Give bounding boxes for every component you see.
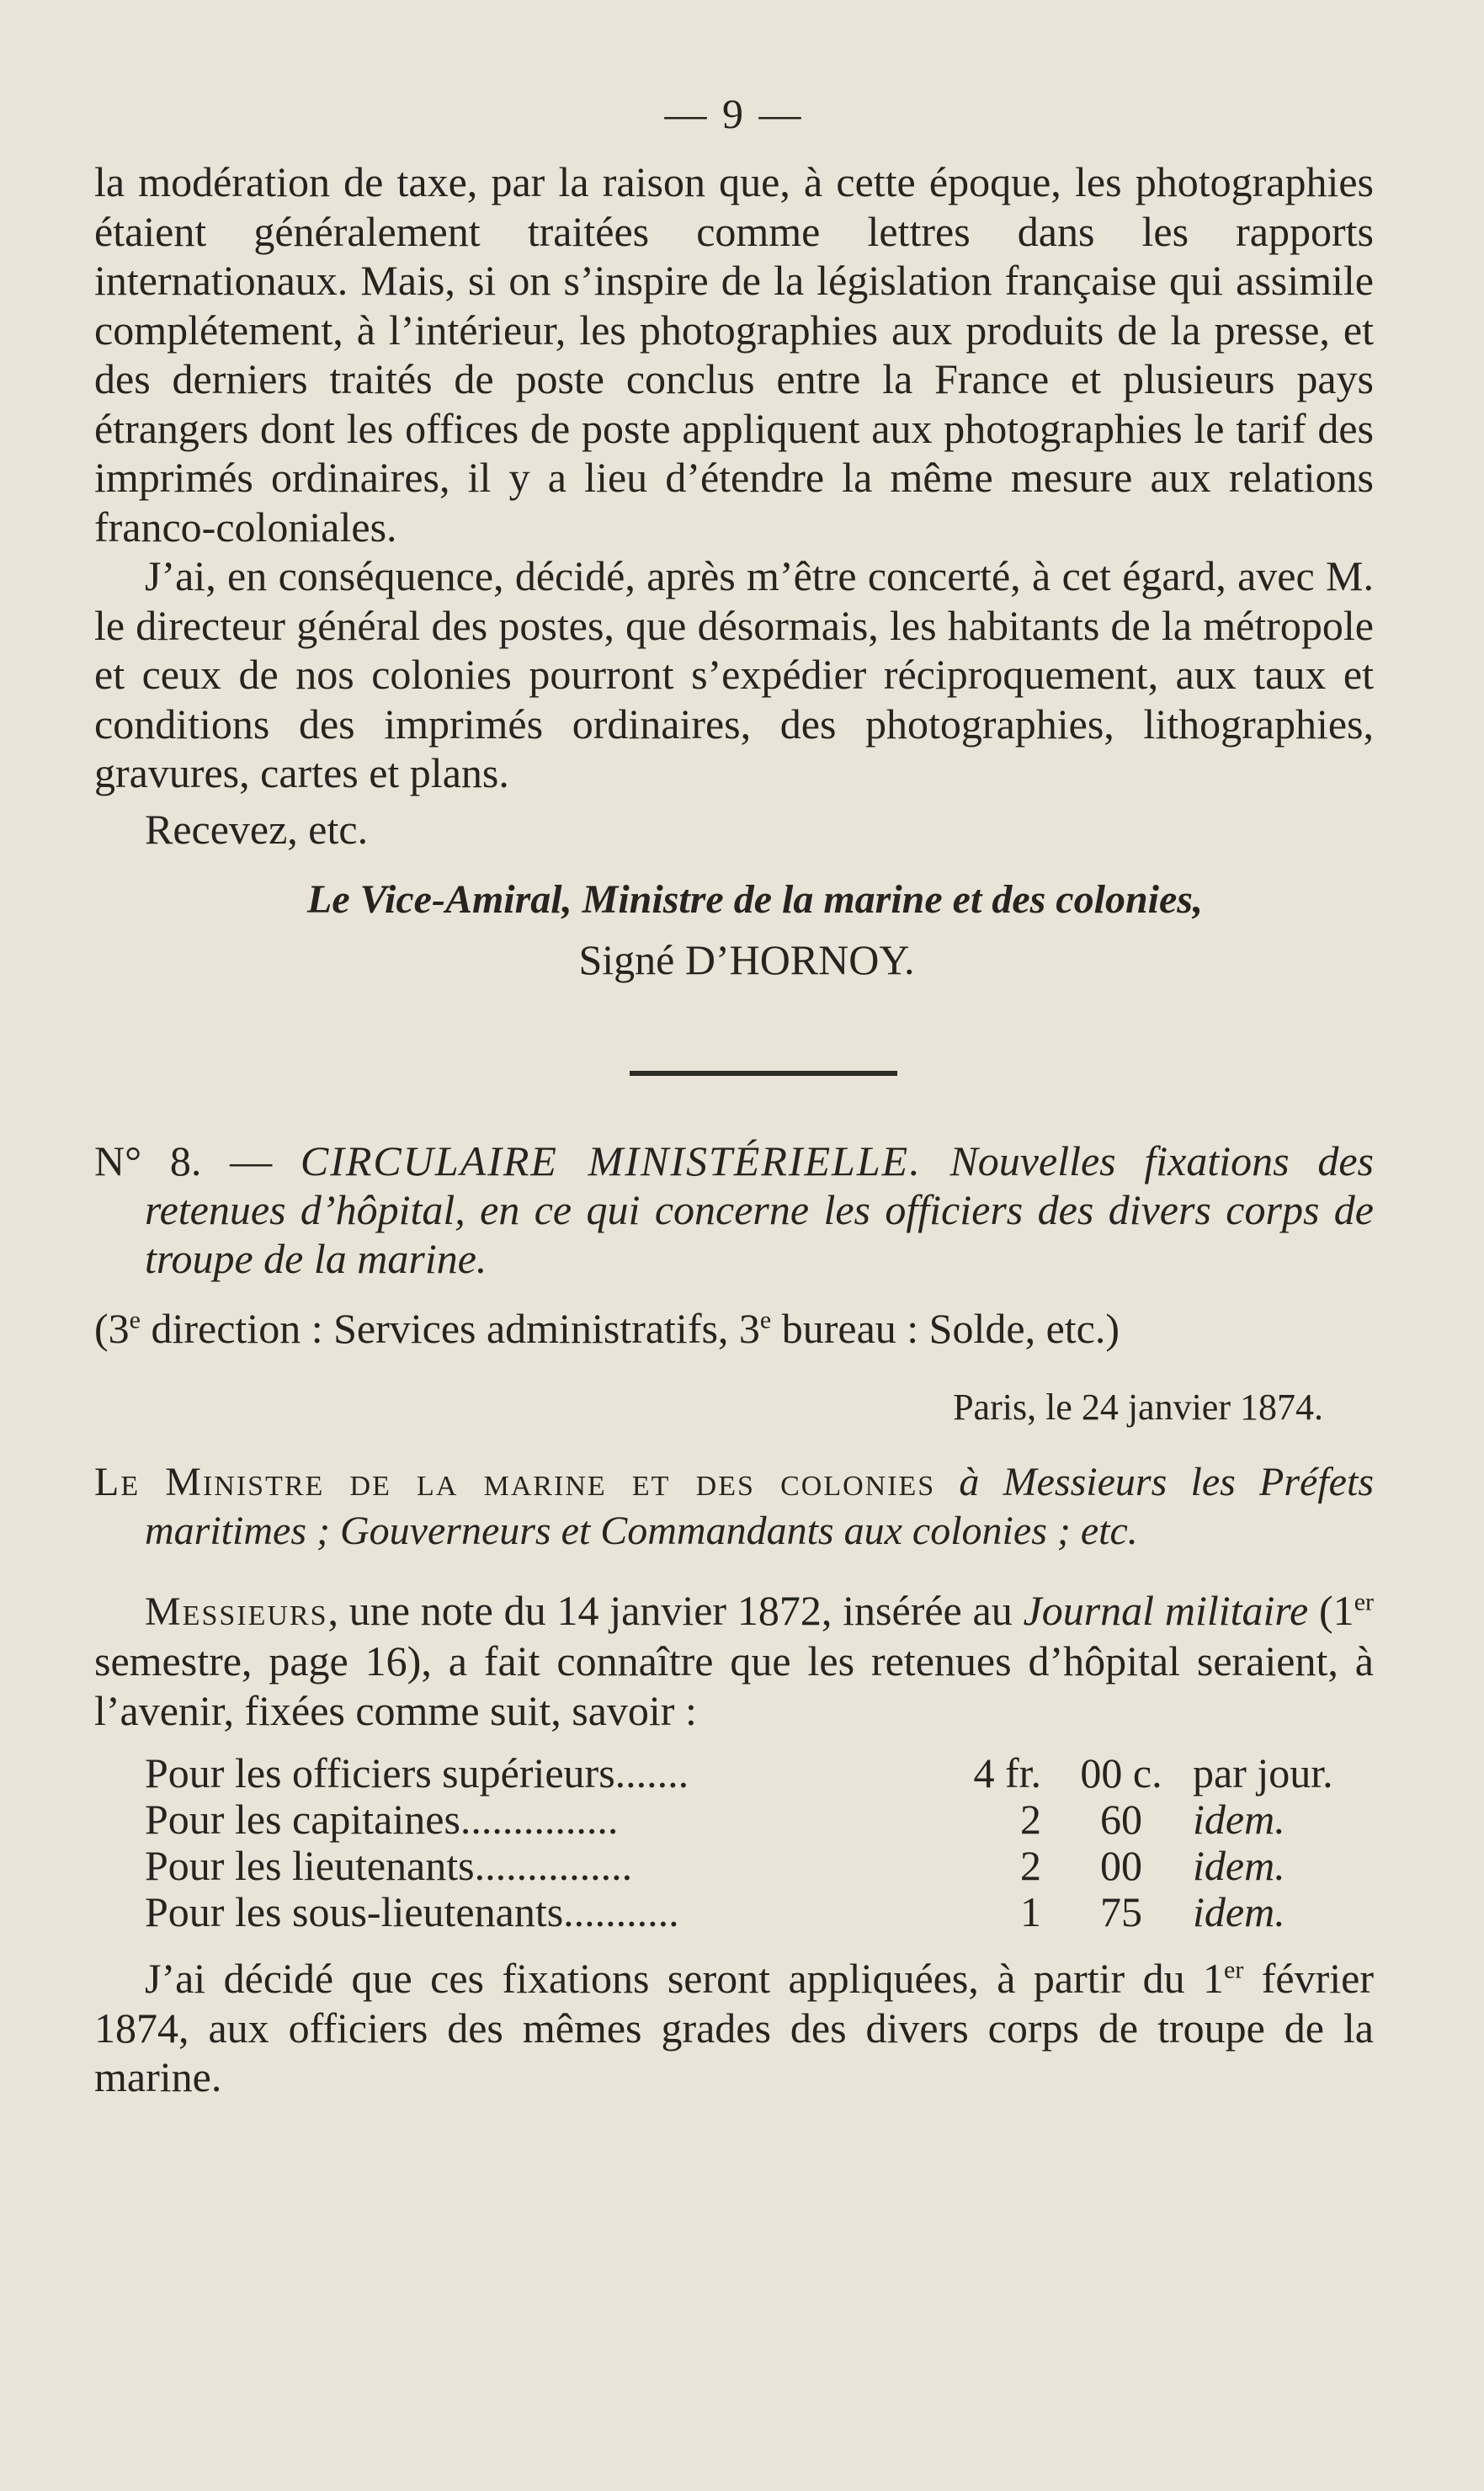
page-number: — 9 — — [664, 90, 804, 137]
document-page — [94, 88, 1374, 2102]
rate-centimes: 00 c. — [1080, 1749, 1162, 1796]
final-text: J’ai décidé que ces fixations seront appliquées, à partir du 1 — [145, 1955, 1225, 2002]
closing-formula: Recevez, etc. — [145, 805, 369, 853]
addressee — [94, 1458, 1374, 1556]
rate-label: Pour les officiers supérieurs....... — [145, 1749, 689, 1796]
messieurs-sup: er — [1354, 1587, 1374, 1615]
addressee-recipients: à Messieurs les Préfets maritimes ; Gouverneurs et Commandants aux colonies ; etc. — [145, 1459, 1375, 1553]
table-row — [145, 1796, 1374, 1843]
rate-period: par jour. — [1193, 1749, 1333, 1796]
rate-francs: 2 — [1020, 1842, 1041, 1889]
direction-line — [94, 1303, 1374, 1354]
rate-label: Pour les sous-lieutenants........... — [145, 1888, 679, 1935]
rate-centimes: 60 — [1100, 1796, 1142, 1843]
rate-label: Pour les capitaines............... — [145, 1796, 619, 1843]
rate-label: Pour les lieutenants............... — [145, 1842, 633, 1889]
signature-title: Le Vice-Amiral, Ministre de la marine et des colonies, — [307, 876, 1203, 922]
paragraph-decision: J’ai, en conséquence, décidé, après m’être concerté, à cet égard, avec M. le directeur général des postes, que désormais, les habitants de la métropole et ceux de nos colonies pourront s’expédier réciproquement, aux taux et conditions des imprimés ordinaires, des photographies, lithographies, gravures, cartes et plans. — [94, 552, 1374, 796]
messieurs-text: (1 — [1308, 1586, 1354, 1634]
rate-francs: 2 — [1020, 1796, 1041, 1843]
paragraph-messieurs — [94, 1586, 1374, 1736]
direction-part: direction : Services administratifs, 3 — [140, 1304, 760, 1352]
rate-period: idem. — [1193, 1796, 1285, 1843]
direction-part: bureau : Solde, etc.) — [771, 1304, 1120, 1352]
messieurs-text: , une note du 14 janvier 1872, insérée au — [327, 1586, 1024, 1634]
paragraph-final — [94, 1954, 1374, 2102]
addressee-sender: Le Ministre de la marine et des colonies — [94, 1459, 936, 1504]
rate-period: idem. — [1193, 1842, 1285, 1889]
direction-sup: e — [129, 1305, 141, 1333]
rates-table — [145, 1750, 1374, 1935]
salutation: Messieurs — [145, 1589, 328, 1634]
table-row — [145, 1889, 1374, 1935]
rate-francs: 4 fr. — [973, 1749, 1041, 1796]
section-divider — [630, 1071, 897, 1076]
rate-centimes: 00 — [1100, 1842, 1142, 1889]
date-line: Paris, le 24 janvier 1874. — [953, 1386, 1323, 1428]
journal-title: Journal militaire — [1023, 1586, 1309, 1634]
circular-number: N° 8. — — [94, 1136, 301, 1184]
final-text: février 1874, aux officiers des mêmes grades des divers corps de troupe de la marine. — [94, 1955, 1374, 2100]
rate-centimes: 75 — [1100, 1888, 1142, 1935]
direction-part: (3 — [94, 1304, 130, 1352]
final-sup: er — [1224, 1956, 1244, 1984]
paragraph-continued: la modération de taxe, par la raison que, à cette époque, les photographies étaient généralement traitées comme lettres dans les rapports internationaux. Mais, si on s’inspire de la législation française qui assimile complétement, à l’intérieur, les photographies aux produits de la presse, et des derniers traités de poste conclus entre la France et plusieurs pays étrangers dont les offices de poste appliquent aux photographies le tarif des imprimés ordinaires, il y a lieu d’étendre la même mesure aux relations franco-coloniales. — [94, 158, 1374, 551]
table-row — [145, 1843, 1374, 1889]
rate-period: idem. — [1193, 1888, 1285, 1935]
circular-heading — [94, 1136, 1374, 1283]
messieurs-text: semestre, page 16), a fait connaître que les retenues d’hôpital seraient, à l’avenir, fixées comme suit, savoir : — [94, 1637, 1374, 1734]
direction-sup: e — [759, 1305, 772, 1333]
circular-kind: CIRCULAIRE MINISTÉRIELLE. — [300, 1136, 922, 1184]
rate-francs: 1 — [1020, 1888, 1041, 1935]
table-row — [145, 1750, 1374, 1796]
signature-name: Signé D’HORNOY. — [578, 935, 915, 983]
circular-subject: Nouvelles fixations des retenues d’hôpital, en ce qui concerne les officiers des divers corps de troupe de la marine. — [145, 1136, 1374, 1282]
